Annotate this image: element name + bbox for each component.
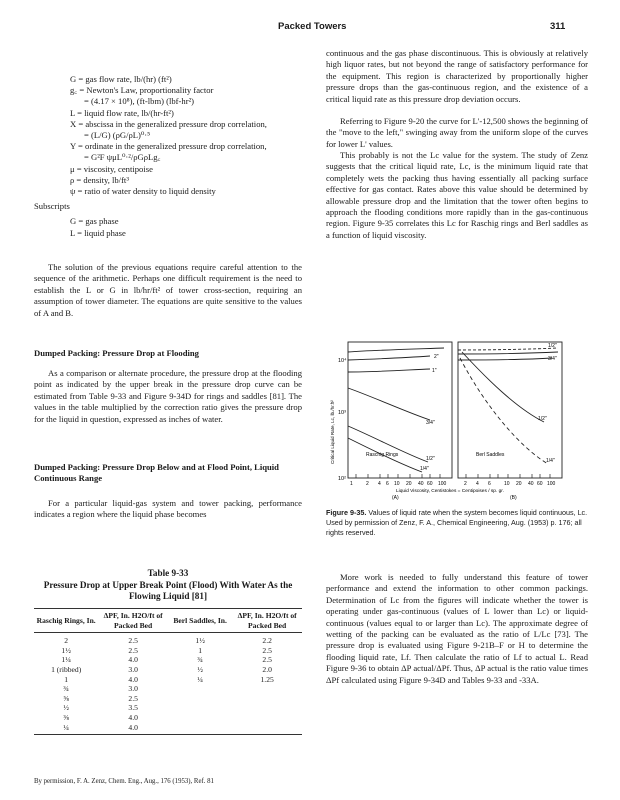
a-label-2in: 2"	[434, 354, 439, 360]
table-cell: 4.0	[128, 655, 138, 665]
col-berl: Berl Saddles, In.	[168, 609, 232, 633]
figure-9-35	[326, 338, 588, 503]
x-tick-labels-b	[464, 481, 556, 487]
page-number: 311	[550, 21, 566, 32]
panel-a-title: Raschig Rings	[366, 452, 399, 458]
table-cell: ½	[63, 703, 69, 713]
table-cell: 1	[64, 674, 69, 684]
figure-svg	[326, 338, 588, 503]
a-curve-2in	[348, 348, 444, 352]
table-cell: 2.5	[128, 636, 138, 646]
col-dp-raschig: ΔPF, In. H2O/ft of Packed Bed	[98, 609, 168, 633]
xb-10: 10	[504, 481, 510, 487]
table-number: Table 9-33	[147, 568, 189, 578]
y-axis-label: Critical Liquid Rate, Lc, lb./hr.ft²	[330, 400, 335, 464]
table-cell	[168, 723, 232, 735]
table-cell	[168, 703, 232, 713]
b-curve-1-2in-mid	[462, 352, 544, 422]
table-cell: 2.0	[262, 664, 272, 674]
table-cell	[168, 694, 232, 704]
table-cell: 1.25	[260, 674, 274, 684]
right-paragraph-4: More work is needed to fully understand this feature of tower performance and extend the information to other common packings. Determination of Lc from the figures will indicate whether the tower is operating under gas-continuous (values of L lower than Lc) or liquid-continuous (values equal to or larger than Lc). The approximate degree of wetting of the packing can be evaluated as the ratio of L/Lc [73]. The pressure drop is evaluated using Figure 9-21B–F or H to determine the flooding liquid rate, Lf. Then calculate the ratio of Lf to actual L. Read Figure 9-36 to obtain ΔP actual/ΔPf. Thus, ΔP actual is the ratio value times ΔPf calculated using Figure 9-34D and Tables 9-33 and -33A.	[326, 572, 588, 685]
table-cell: 1	[198, 645, 203, 655]
def-g: G = gas flow rate, lb/(hr) (ft²)	[70, 74, 172, 84]
table-cell: ½	[197, 664, 203, 674]
xa-100: 100	[438, 481, 447, 487]
table-cell	[232, 694, 302, 704]
xb-40: 40	[528, 481, 534, 487]
a-label-1-2in: 1/2"	[426, 456, 435, 462]
left-paragraph-2: As a comparison or alternate procedure, the pressure drop at the flooding point as indicated by the upper break in the pressure drop curve can be estimated from Table 9-33 and Figure 9-34D for rings and saddles [81]. The values in the table multiplied by the correction ratio gives the pressure drop for the liquid in question, expressed as inches of water.	[34, 368, 302, 424]
heading-below-flood: Dumped Packing: Pressure Drop Below and at Flood Point, Liquid Continuous Range	[34, 462, 279, 484]
table-cell: 2.5	[128, 645, 138, 655]
col-raschig: Raschig Rings, In.	[34, 609, 98, 633]
def-x: X = abscissa in the generalized pressure drop correlation,	[70, 118, 267, 129]
running-title: Packed Towers	[278, 21, 347, 32]
xa-4: 4	[378, 481, 381, 487]
right-paragraph-1: continuous and the gas phase discontinuous. This is obviously at relatively high liquor rates, but not beyond the range of satisfactory performance for the equipment. This region is characterized by proportionally higher pressure drops than the gas-continuous region, and the existence of a critical liquid rate as this pressure drop deviation occurs.	[326, 48, 588, 104]
panel-a-frame	[348, 342, 452, 478]
b-label-1-2in-mid: 1/2"	[538, 416, 547, 422]
right-paragraph-3: This probably is not the Lc value for the system. The study of Zenz suggests that the critical liquid rate, Lc, is the minimum liquid rate that completely wets the packing thus having essentially all packing surface effective for gas contact. Rates above this value should be determined by allowable pressure drop and the limitation that the tower often begins to approach the flooding conditions more rapidly than in the gas-continuous region. Figure 9-35 correlates this Lc for Raschig rings and Berl saddles as a function of liquid viscosity.	[326, 150, 588, 240]
def-mu: μ = viscosity, centipoise	[70, 163, 153, 174]
table-cell: 2.5	[262, 655, 272, 665]
table-row	[34, 665, 302, 675]
table-row	[34, 655, 302, 665]
xa-20: 20	[406, 481, 412, 487]
heading-pressure-drop-flooding: Dumped Packing: Pressure Drop at Flooding	[34, 348, 199, 358]
table-row	[34, 723, 302, 735]
b-curve-1-2in	[458, 352, 558, 354]
xa-6: 6	[386, 481, 389, 487]
subscripts-heading: Subscripts	[34, 201, 70, 212]
table-cell: ¼	[34, 723, 98, 735]
table-caption: Pressure Drop at Upper Break Point (Flood) With Water As the Flowing Liquid [81]	[43, 579, 293, 602]
def-gc-value: = (4.17 × 10⁸), (ft-lbm) (lbf-hr²)	[84, 96, 195, 107]
table-cell: 3.0	[128, 684, 138, 694]
a-curve-2in-b	[348, 356, 430, 360]
b-curve-3-4in	[458, 358, 552, 360]
table-cell: ¾	[63, 684, 69, 694]
def-y-formula: = G²F ψμL⁰·²/ρGρLg꜀	[84, 152, 161, 163]
table-row	[34, 646, 302, 656]
panel-a-label: (A)	[392, 495, 399, 501]
table-cell: ¼	[197, 674, 203, 684]
xa-2: 2	[366, 481, 369, 487]
nomenclature-list	[34, 74, 302, 239]
table-row	[34, 684, 302, 694]
table-cell: 2.5	[262, 645, 272, 655]
table-row	[34, 694, 302, 704]
right-paragraph-2: Referring to Figure 9-20 the curve for L'-12,500 shows the beginning of the "move to the left," swinging away from the uniform slope of the curves for lower L' values.	[326, 116, 588, 149]
table-row	[34, 675, 302, 685]
table-cell	[232, 703, 302, 713]
b-curve-1-4in	[460, 358, 548, 464]
a-curve-1in	[348, 369, 430, 372]
xb-20: 20	[516, 481, 522, 487]
table-cell: 1¼	[61, 655, 71, 665]
table-cell: 1½	[195, 636, 205, 646]
table-cell	[232, 723, 302, 735]
a-label-1in: 1"	[432, 368, 437, 374]
table-cell: 4.0	[98, 723, 168, 735]
xa-60: 60	[427, 481, 433, 487]
def-rho: ρ = density, lb/ft³	[70, 174, 129, 185]
xa-40: 40	[418, 481, 424, 487]
table-cell: 2	[64, 636, 69, 646]
table-cell: 2.5	[128, 693, 138, 703]
sub-g: G = gas phase	[70, 216, 119, 227]
def-y: Y = ordinate in the generalized pressure drop correlation,	[70, 141, 267, 152]
table-row	[34, 703, 302, 713]
xb-4: 4	[476, 481, 479, 487]
y-tick-1e3: 10³	[338, 410, 346, 416]
left-paragraph-1: The solution of the previous equations require careful attention to the sequence of the arithmetic. Perhaps one difficult requirement is the need to establish the L or G in lb/hr/ft² of tower cross-section, requiring an assumption of tower diameter. The equations are quite sensitive to the values of A and B.	[34, 262, 302, 318]
def-l: L = liquid flow rate, lb/(hr-ft²)	[70, 107, 174, 118]
xb-6: 6	[488, 481, 491, 487]
table-cell	[168, 684, 232, 694]
col-dp-berl: ΔPF, In. H2O/ft of Packed Bed	[232, 609, 302, 633]
xa-10: 10	[394, 481, 400, 487]
figure-caption-text: Values of liquid rate when the system becomes liquid continuous, Lc. Used by permission of Zenz, F. A., Chemical Engineering, Aug. (1953) p. 176; all rights reserved.	[326, 508, 588, 537]
xb-2: 2	[464, 481, 467, 487]
panel-b-label: (B)	[510, 495, 517, 501]
x-tick-marks	[356, 474, 550, 478]
table-source: By permission, F. A. Zenz, Chem. Eng., Aug., 176 (1953), Ref. 81	[34, 778, 214, 785]
xb-100: 100	[547, 481, 556, 487]
b-label-3-4in: 3/4"	[548, 356, 557, 362]
table-title	[34, 568, 302, 603]
table-cell: ¾	[197, 655, 203, 665]
table-cell: 4.0	[128, 674, 138, 684]
page-header	[0, 21, 620, 35]
def-psi: ψ = ratio of water density to liquid density	[70, 186, 216, 197]
xa-1: 1	[350, 481, 353, 487]
table-cell	[232, 713, 302, 723]
y-tick-1e4: 10⁴	[338, 358, 347, 364]
sub-l: L = liquid phase	[70, 227, 126, 238]
def-gc: g꜀ = Newton's Law, proportionality factor	[70, 85, 214, 96]
a-label-3-4in: 3/4"	[426, 420, 435, 426]
table-cell: 3.0	[128, 664, 138, 674]
pressure-drop-table	[34, 608, 302, 735]
table-cell: 1½	[61, 645, 71, 655]
x-axis-label: Liquid Viscosity, Centistokes = Centipoises / sp. gr.	[396, 489, 504, 494]
table-row	[34, 713, 302, 723]
table-cell: 3.5	[128, 703, 138, 713]
table-row	[34, 633, 302, 646]
left-paragraph-3: For a particular liquid-gas system and tower packing, performance indicates a region where the liquid phase becomes	[34, 498, 302, 520]
xb-60: 60	[537, 481, 543, 487]
x-tick-labels-a	[350, 481, 447, 487]
table-cell: 4.0	[128, 712, 138, 722]
table-cell: 2.2	[262, 636, 272, 646]
table-cell: ⅜	[63, 712, 69, 722]
table-cell: 1 (ribbed)	[51, 664, 82, 674]
table-cell	[168, 713, 232, 723]
table-header-row	[34, 609, 302, 633]
def-x-formula: = (L/G) (ρG/ρL)⁰·⁵	[84, 130, 151, 141]
table-cell	[232, 684, 302, 694]
b-curve-top-dashed	[458, 348, 558, 350]
a-label-1-4in: 1/4"	[420, 466, 429, 472]
b-label-1-2in: 1/2"	[548, 343, 557, 349]
a-curve-3-4in	[348, 388, 430, 420]
table-cell: ⅝	[63, 693, 69, 703]
y-tick-1e2: 10²	[338, 476, 346, 482]
b-label-1-4in: 1/4"	[546, 458, 555, 464]
figure-caption-label: Figure 9-35.	[326, 508, 367, 517]
figure-caption	[326, 508, 588, 538]
panel-b-title: Berl Saddles	[476, 452, 505, 458]
